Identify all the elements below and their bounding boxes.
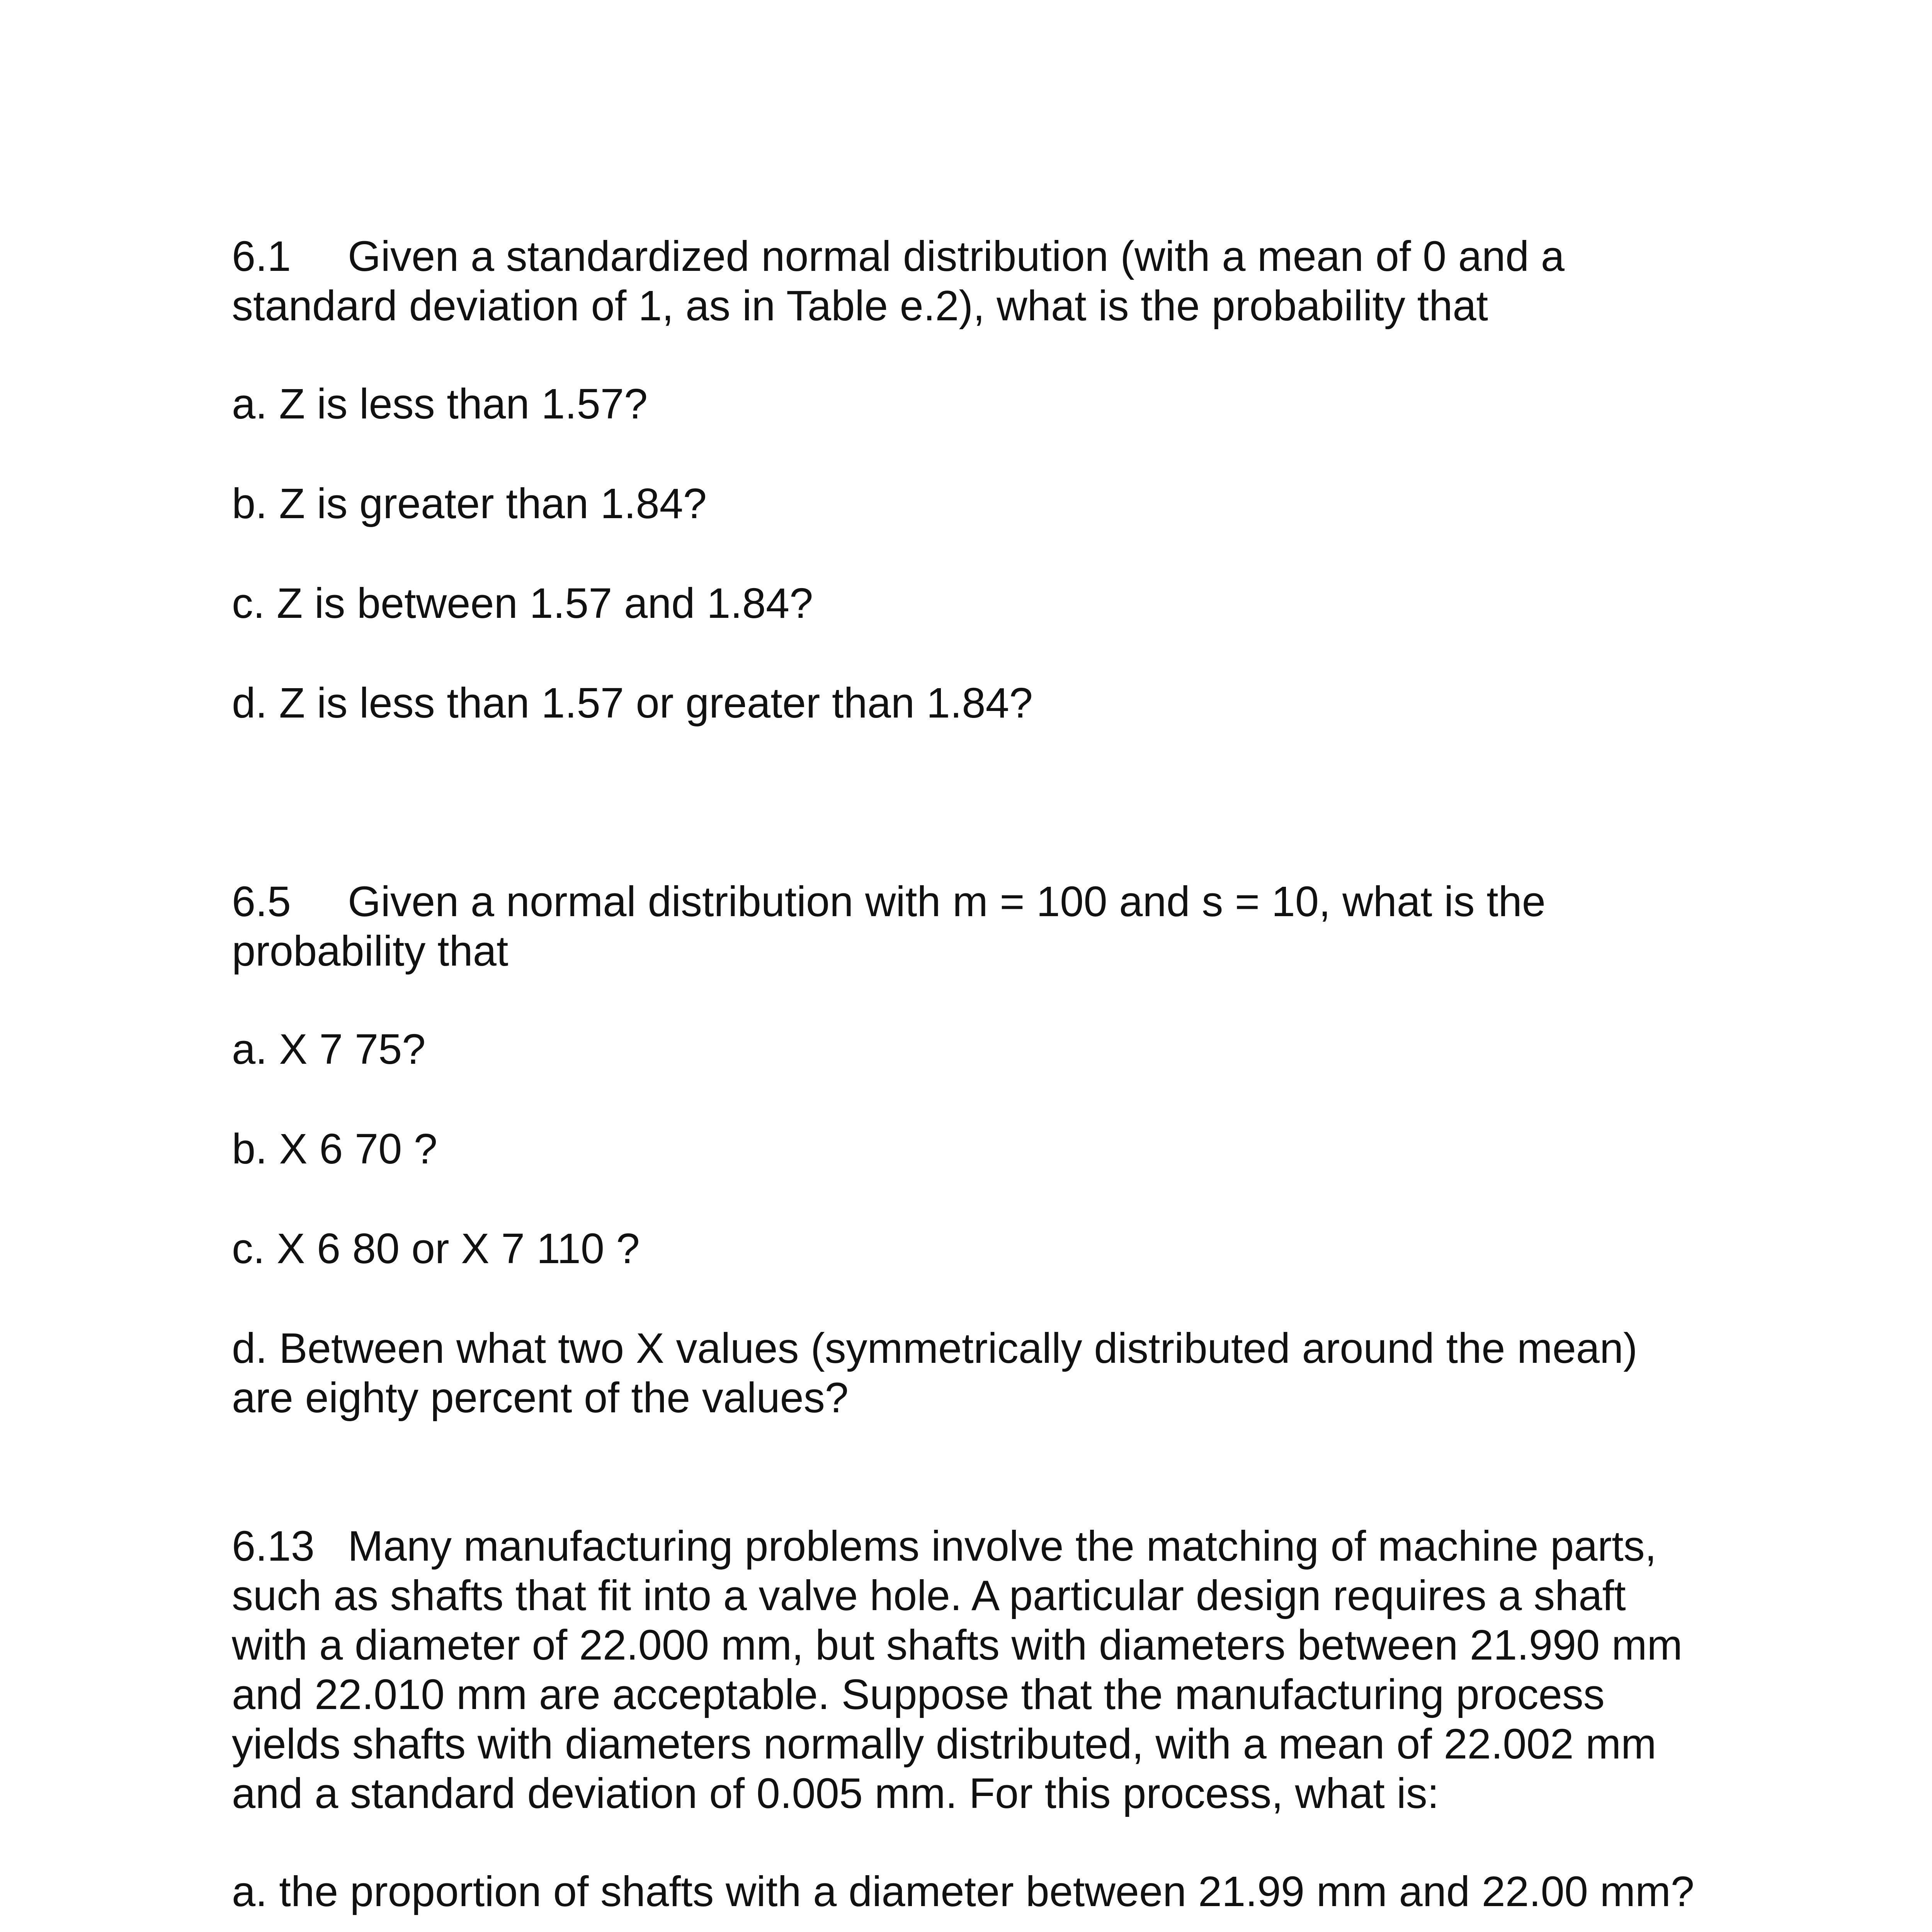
question-6-13-stem-line-6: and a standard deviation of 0.005 mm. For this process, what is: [232, 1770, 1439, 1817]
question-6-13-stem-line-5: yields shafts with diameters normally distributed, with a mean of 22.002 mm [232, 1720, 1656, 1768]
question-6-5-part-b: b. X 6 70 ? [232, 1125, 438, 1173]
question-6-13-part-a: a. the proportion of shafts with a diameter between 21.99 mm and 22.00 mm? [232, 1868, 1694, 1915]
question-6-1-part-a: a. Z is less than 1.57? [232, 380, 648, 428]
question-6-1-stem-line-2: standard deviation of 1, as in Table e.2), what is the probability that [232, 282, 1488, 330]
question-6-1-part-c: c. Z is between 1.57 and 1.84? [232, 580, 813, 627]
question-6-5-part-d-line-1: d. Between what two X values (symmetrically distributed around the mean) [232, 1325, 1638, 1372]
question-6-13-stem-line-3: with a diameter of 22.000 mm, but shafts with diameters between 21.990 mm [232, 1621, 1683, 1669]
question-6-5-stem-line-1 [232, 877, 1546, 927]
question-6-13-stem-line-2: such as shafts that fit into a valve hole. A particular design requires a shaft [232, 1572, 1626, 1619]
question-6-1-stem-line-1 [232, 232, 1565, 281]
question-6-5-part-c: c. X 6 80 or X 7 110 ? [232, 1225, 640, 1272]
question-6-1-part-d: d. Z is less than 1.57 or greater than 1.84? [232, 679, 1033, 727]
question-6-5-stem-line-2: probability that [232, 927, 509, 975]
question-number: 6.1 [232, 233, 291, 280]
question-number: 6.13 [232, 1522, 315, 1570]
question-text: Given a standardized normal distribution (with a mean of 0 and a [348, 233, 1565, 280]
question-6-5-part-d-line-2: are eighty percent of the values? [232, 1374, 849, 1422]
question-text: Given a normal distribution with m = 100 and s = 10, what is the [348, 878, 1546, 925]
question-6-13-stem-line-4: and 22.010 mm are acceptable. Suppose that the manufacturing process [232, 1671, 1605, 1718]
question-6-13-stem-line-1 [232, 1522, 1656, 1571]
question-6-1-part-b: b. Z is greater than 1.84? [232, 480, 707, 527]
question-number: 6.5 [232, 878, 291, 925]
question-text: Many manufacturing problems involve the matching of machine parts, [348, 1522, 1657, 1570]
question-6-5-part-a: a. X 7 75? [232, 1026, 426, 1073]
